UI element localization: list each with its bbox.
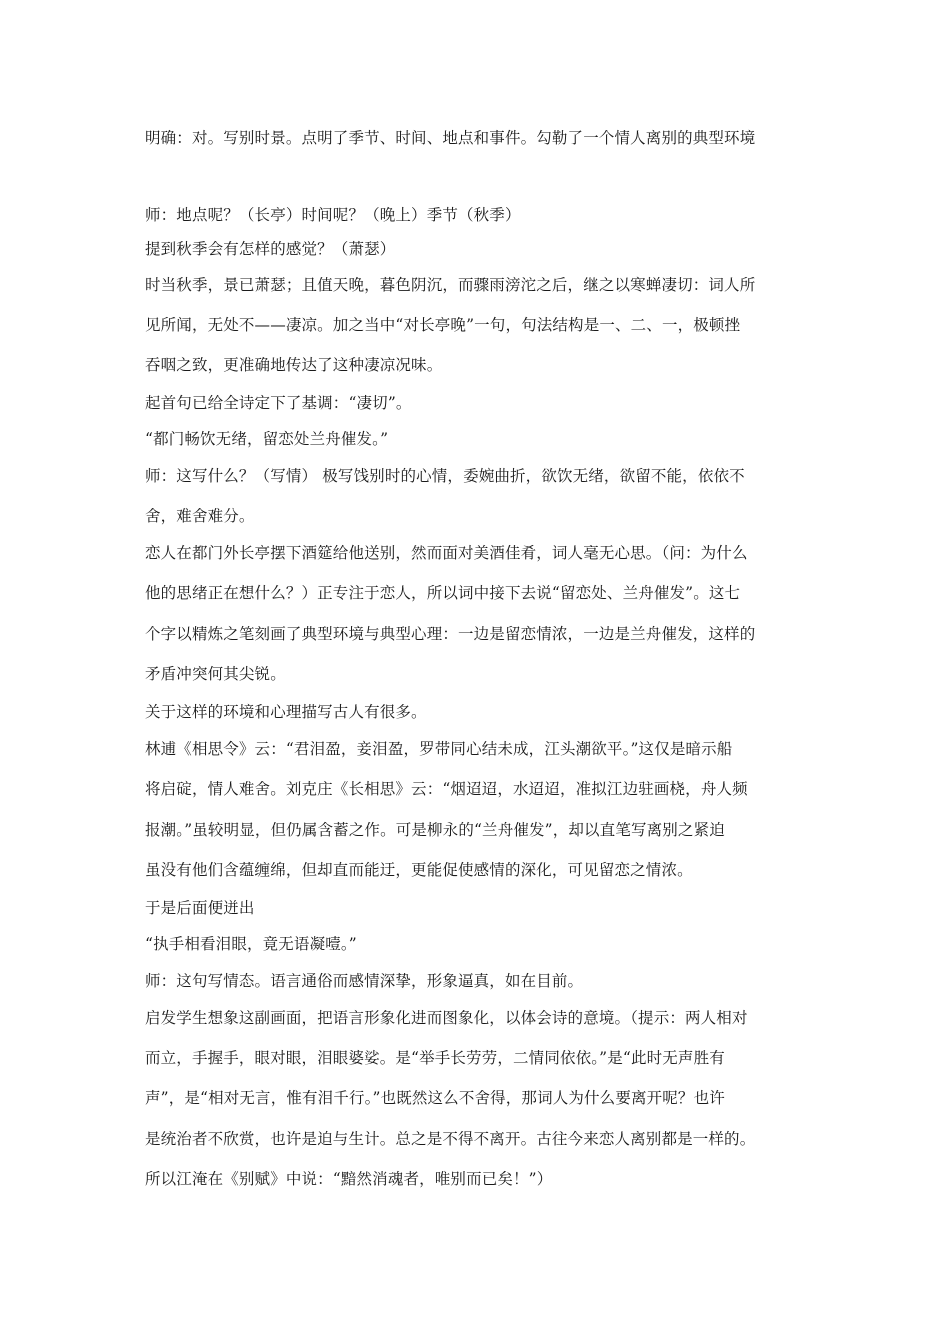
text-line: 师：这写什么？（写情） 极写饯别时的心情，委婉曲折，欲饮无绪，欲留不能，依依不 bbox=[145, 467, 745, 485]
text-line: 而立，手握手，眼对眼，泪眼婆娑。是“举手长劳劳，二情同依依。”是“此时无声胜有 bbox=[145, 1049, 725, 1067]
text-line: 是统治者不欣赏，也许是迫与生计。总之是不得不离开。古往今来恋人离别都是一样的。 bbox=[145, 1130, 756, 1148]
text-line: 恋人在都门外长亭摆下酒筵给他送别，然而面对美酒佳肴，词人毫无心思。（问：为什么 bbox=[145, 544, 748, 562]
text-line: 启发学生想象这副画面，把语言形象化进而图象化，以体会诗的意境。（提示：两人相对 bbox=[145, 1009, 748, 1027]
text-line: 报潮。”虽较明显，但仍属含蓄之作。可是柳永的“兰舟催发”，却以直笔写离别之紧迫 bbox=[145, 821, 725, 839]
text-line: 关于这样的环境和心理描写古人有很多。 bbox=[145, 703, 427, 721]
quote-line: “执手相看泪眼，竟无语凝噎。” bbox=[145, 935, 357, 953]
text-line: 于是后面便迸出 bbox=[145, 899, 255, 917]
text-line: 将启碇，情人难舍。刘克庄《长相思》云：“烟迢迢，水迢迢，准拟江边驻画桡，舟人频 bbox=[145, 780, 748, 798]
text-line: 个字以精炼之笔刻画了典型环境与典型心理：一边是留恋情浓，一边是兰舟催发，这样的 bbox=[145, 625, 756, 643]
text-line: 所以江淹在《别赋》中说：“黯然消魂者，唯别而已矣！”） bbox=[145, 1170, 553, 1188]
text-line: 提到秋季会有怎样的感觉？（萧瑟） bbox=[145, 240, 396, 258]
text-line: 起首句已给全诗定下了基调：“凄切”。 bbox=[145, 394, 412, 412]
text-line: 他的思绪正在想什么？）正专注于恋人，所以词中接下去说“留恋处、兰舟催发”。这七 bbox=[145, 584, 741, 602]
text-line: 师：地点呢？（长亭）时间呢？（晚上）季节（秋季） bbox=[145, 206, 521, 224]
text-line: 林逋《相思令》云：“君泪盈，妾泪盈，罗带同心结未成，江头潮欲平。”这仅是暗示船 bbox=[145, 740, 733, 758]
text-line: 矛盾冲突何其尖锐。 bbox=[145, 665, 286, 683]
text-line: 声”，是“相对无言，惟有泪千行。”也既然这么不舍得，那词人为什么要离开呢？也许 bbox=[145, 1089, 725, 1107]
text-line: 明确：对。写别时景。点明了季节、时间、地点和事件。勾勒了一个情人离别的典型环境 bbox=[145, 129, 756, 147]
text-line: 舍，难舍难分。 bbox=[145, 507, 255, 525]
quote-line: “都门畅饮无绪，留恋处兰舟催发。” bbox=[145, 430, 389, 448]
text-line: 吞咽之致，更准确地传达了这种凄凉况味。 bbox=[145, 356, 443, 374]
text-line: 师：这句写情态。语言通俗而感情深挚，形象逼真，如在目前。 bbox=[145, 972, 584, 990]
text-line: 见所闻，无处不——凄凉。加之当中“对长亭晚”一句，句法结构是一、二、一，极顿挫 bbox=[145, 316, 741, 334]
text-line: 时当秋季，景已萧瑟；且值天晚，暮色阴沉，而骤雨滂沱之后，继之以寒蝉凄切：词人所 bbox=[145, 276, 756, 294]
text-line: 虽没有他们含蕴缠绵，但却直而能迂，更能促使感情的深化，可见留恋之情浓。 bbox=[145, 861, 693, 879]
